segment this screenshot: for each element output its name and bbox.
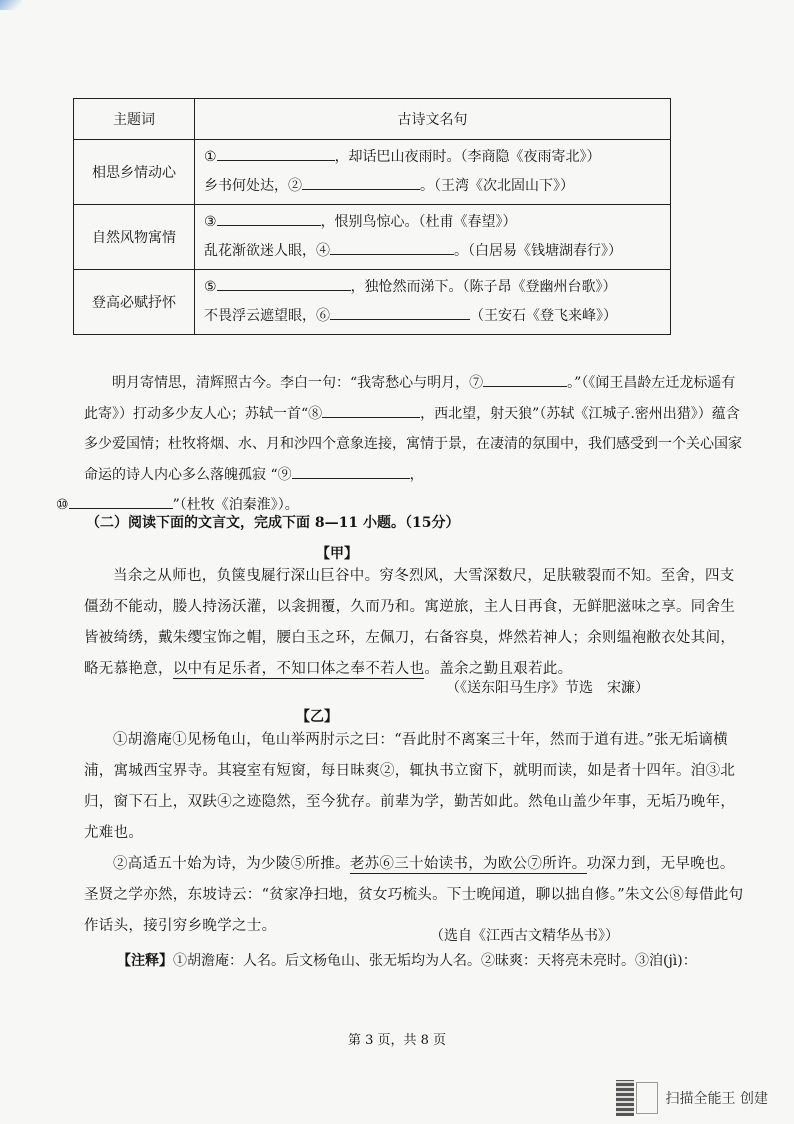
passage-jia: [84, 561, 748, 685]
passage-text: 功深力到，无早晚也。圣贤之学亦然，东坡诗云：“贫家净扫地，贫女巧梳头。下士晚闻道，聊以拙自修。”朱文公⑧每借此句作话头，接引穷乡晚学之士。: [84, 856, 744, 934]
line-text: ①: [204, 149, 217, 165]
line-text: ，恨别鸟惊心。（杜甫《春望》）: [320, 214, 517, 230]
answer-blank[interactable]: [302, 174, 420, 190]
line-text: 。（王湾《次北固山下》）: [420, 178, 574, 194]
line-text: （王安石《登飞来峰》）: [470, 308, 617, 324]
annotation: [117, 950, 697, 970]
lines-cell: [195, 140, 671, 205]
header-poems: 古诗文名句: [195, 99, 671, 140]
page-number: 第 3 页，共 8 页: [347, 1033, 447, 1048]
table-header-row: [74, 99, 671, 140]
theme-cell: 相思乡情动心: [74, 140, 195, 205]
annotation-label: 【注释】: [117, 953, 173, 969]
line-text: ③: [204, 214, 217, 230]
para-text: ，: [409, 466, 424, 483]
underlined-sentence: 以中有足乐者，不知口体之奉不若人也: [172, 661, 425, 677]
answer-blank[interactable]: [483, 371, 567, 387]
answer-blank[interactable]: [292, 463, 410, 479]
para-text: ，西北望，射天狼”（苏轼《江城子.密州出猎》）蕴含多少爱国情；杜牧将烟、水、月和沙四个意象连接，寓情于景，在凄清的氛围中，我们感受到一个关心国家命运的诗人内心多么落魄孤寂 “⑨: [84, 405, 742, 483]
passage-yi-2: [84, 849, 748, 942]
para-text: ⑩: [56, 497, 69, 513]
passage-yi-1: ①胡澹庵①见杨龟山，龟山举两肘示之曰：“吾此肘不离案三十年，然而于道有进。”张无垢谪横浦，寓城西宝界寺。其寝室有短窗，每日昧爽②，辄执书立窗下，就明而读，如是者十四年。洎③北归，窗下石上，双趺④之迹隐然，至今犹存。前辈为学，勤苦如此。然龟山盖少年事，无垢乃晚年，尤难也。: [84, 732, 736, 841]
answer-blank[interactable]: [217, 210, 321, 226]
para-text: 。”（《闻王昌龄左迁龙标遥有此寄》）打动多少友人心；苏轼一首“⑧: [84, 375, 736, 422]
scanner-watermark: [616, 1078, 768, 1118]
table-row: [74, 270, 671, 335]
section-heading: （二）阅读下面的文言文，完成下面 8—11 小题。（15分）: [86, 515, 460, 531]
theme-cell: 登高必赋抒怀: [74, 270, 195, 335]
line-text: ，独怆然而涕下。（陈子昂《登幽州台歌》）: [350, 279, 617, 295]
theme-cell: 自然风物寓情: [74, 205, 195, 270]
line-text: ，却话巴山夜雨时。（李商隐《夜雨寄北》）: [334, 149, 601, 165]
line-text: ⑤: [204, 279, 217, 295]
answer-blank[interactable]: [217, 275, 351, 291]
table-row: [74, 140, 671, 205]
answer-blank[interactable]: [217, 145, 335, 161]
passage-label-jia: 【甲】: [316, 546, 358, 562]
line-text: 乡书何处达，②: [204, 178, 302, 194]
answer-blank[interactable]: [69, 493, 173, 509]
passage-text: 。盖余之勤且艰若此。: [424, 661, 573, 677]
poem-table: [73, 98, 671, 335]
answer-blank[interactable]: [330, 304, 470, 320]
source-yi: （选自《江西古文精华丛书》）: [430, 928, 619, 944]
answer-blank[interactable]: [322, 402, 420, 418]
underlined-sentence: 老苏⑥三十始读书，为欧公⑦所许。: [349, 856, 587, 872]
watermark-text: 扫描全能王 创建: [665, 1091, 768, 1107]
qr-code-icon: [616, 1078, 660, 1118]
scan-corner-mark: [0, 0, 22, 10]
table-row: [74, 205, 671, 270]
annotation-text: ①胡澹庵：人名。后文杨龟山、张无垢均为人名。②昧爽：天将亮未亮时。③洎(jì)：: [173, 953, 697, 969]
passage-text: 当余之从师也，负箧曳屣行深山巨谷中。穷冬烈风，大雪深数尺，足肤皲裂而不知。至舍，四支僵劲不能动，媵人持汤沃灌，以衾拥覆，久而乃和。寓逆旅，主人日再食，无鲜肥滋味之享。同舍生皆被绮绣，戴朱缨宝饰之帽，腰白玉之环，左佩刀，右备容臭，烨然若神人；余则缊袍敝衣处其间，略无慕艳意，: [84, 568, 736, 677]
lines-cell: [195, 205, 671, 270]
answer-blank[interactable]: [330, 239, 454, 255]
moon-paragraph: [56, 368, 746, 521]
passage-label-yi: 【乙】: [296, 709, 338, 725]
line-text: 不畏浮云遮望眼，⑥: [204, 308, 330, 324]
lines-cell: [195, 270, 671, 335]
header-theme: 主题词: [74, 99, 195, 140]
source-jia: （《送东阳马生序》节选 宋濂）: [446, 680, 649, 696]
passage-text: ②高适五十始为诗，为少陵⑤所推。: [113, 856, 350, 872]
line-text: 乱花渐欲迷人眼，④: [204, 243, 330, 259]
line-text: 。（白居易《钱塘湖春行》）: [454, 243, 622, 259]
para-text: 明月寄情思，清辉照古今。李白一句：“我寄愁心与明月，⑦: [112, 375, 484, 391]
para-text: ”（杜牧《泊秦淮》）。: [172, 497, 299, 513]
